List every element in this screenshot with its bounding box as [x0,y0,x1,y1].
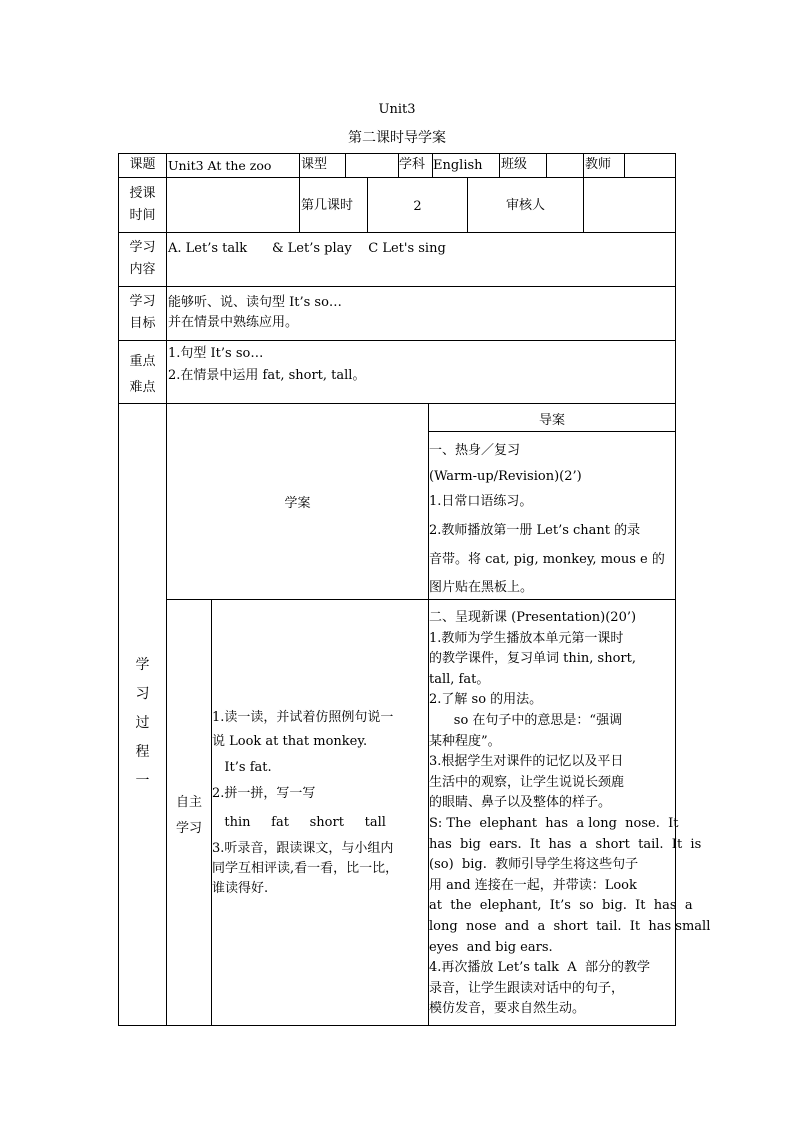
doc-unit: Unit3 [378,102,416,117]
key-points-label [119,349,166,401]
presentation-line: so 在句子中的意思是：“强调 [429,712,623,728]
class-label: 班级 [501,157,528,172]
self-study-line: 1.读一读，并试着仿照例句说一 [212,710,394,725]
process-label-char: 习 [135,686,150,702]
objective-line: 并在情景中熟练应用。 [168,315,299,330]
objective-line: 能够听、说、读句型 It’s so… [168,295,342,310]
presentation-line: 模仿发音，要求自然生动。 [429,1001,586,1017]
presentation-line: 用 and 连接在一起，并带读：Look [429,877,637,893]
daoan-header: 导案 [538,413,565,428]
self-study-line: 同学互相评读,看一看，比一比， [212,861,399,876]
subject-value: English [433,158,483,173]
xuean-header: 学案 [284,496,311,511]
subject-label: 学科 [399,157,426,172]
time-label [119,183,166,227]
warmup-line: 1.日常口语练习。 [429,494,533,509]
presentation-line: 的教学课件，复习单词 thin, short, [429,651,636,667]
presentation-line: 某种程度”。 [429,733,501,749]
reviewer-label: 审核人 [505,198,545,213]
warmup-line: (Warm-up/Revision)(2’) [429,469,582,484]
key-points-label-line: 重点 [129,354,156,369]
self-study-line: 谁读得好. [212,881,269,896]
key-points-label-line: 难点 [129,380,156,395]
presentation-line: 1.教师为学生播放本单元第一课时 [429,630,624,646]
warmup-line: 音带。将 cat, pig, monkey, mous e 的 [429,552,665,567]
warmup-line: 图片贴在黑板上。 [429,580,534,595]
presentation-line: has big ears. It has a short tail. It is [429,836,702,852]
self-study-content [212,707,428,899]
self-study-line: 3.听录音，跟读课文，与小组内 [212,841,394,856]
time-label-line: 时间 [129,208,156,223]
topic-label: 课题 [129,157,156,172]
objective-label-line: 目标 [129,316,156,331]
self-study-label-line: 自主 [175,795,202,810]
teacher-label: 教师 [585,157,612,172]
self-study-label [167,790,211,842]
objective-value [168,293,673,333]
presentation-section [429,608,711,1020]
type-label: 课型 [301,157,328,172]
topic-value: Unit3 At the zoo [168,158,272,173]
warmup-line: 2.教师播放第一册 Let’s chant 的录 [429,523,641,538]
presentation-line: 二、呈现新课 (Presentation)(20’) [429,610,637,625]
presentation-line: S: The elephant has a long nose. It [429,815,679,831]
presentation-line: 2.了解 so 的用法。 [429,692,543,708]
warmup-section [429,440,674,602]
presentation-line: tall, fat。 [429,671,490,687]
self-study-line: 2.拼一拼，写一写 [212,786,316,801]
content-value: A. Let’s talk & Let’s play C Let's sing [168,241,446,256]
process-label [119,651,166,796]
presentation-line: 3.根据学生对课件的记忆以及平日 [429,754,624,770]
presentation-line: at the elephant, It’s so big. It has a [429,898,693,914]
key-points-line: 1.句型 It’s so… [168,346,264,361]
time-label-line: 授课 [129,186,156,201]
presentation-line: (so) big. 教师引导学生将这些句子 [429,857,639,873]
self-study-line: It’s fat. [212,760,272,775]
process-label-char: 过 [135,715,150,731]
lesson-no-value: 2 [413,199,422,214]
process-label-char: 一 [135,773,150,789]
lesson-no-label: 第几课时 [301,198,354,213]
key-points-value [168,343,673,387]
presentation-line: 4.再次播放 Let’s talk A 部分的教学 [429,960,650,976]
key-points-line: 2.在情景中运用 fat, short, tall。 [168,368,366,383]
content-label-line: 内容 [129,262,156,277]
self-study-line: thin fat short tall [212,815,386,830]
presentation-line: 录音，让学生跟读对话中的句子， [429,980,625,996]
presentation-line: eyes and big ears. [429,939,553,955]
presentation-line: 生活中的观察，让学生说说长颈鹿 [429,774,625,790]
presentation-line: 的眼睛、鼻子以及整体的样子。 [429,795,612,811]
objective-label-line: 学习 [129,294,156,309]
content-label [119,237,166,281]
objective-label [119,291,166,335]
warmup-line: 一、热身／复习 [429,443,521,458]
self-study-label-line: 学习 [175,821,202,836]
process-label-char: 学 [135,657,150,673]
process-label-char: 程 [135,744,150,760]
presentation-line: long nose and a short tail. It has small [429,918,711,934]
self-study-line: 说 Look at that monkey. [212,734,368,749]
doc-title: 第二课时导学案 [348,130,446,146]
content-label-line: 学习 [129,240,156,255]
